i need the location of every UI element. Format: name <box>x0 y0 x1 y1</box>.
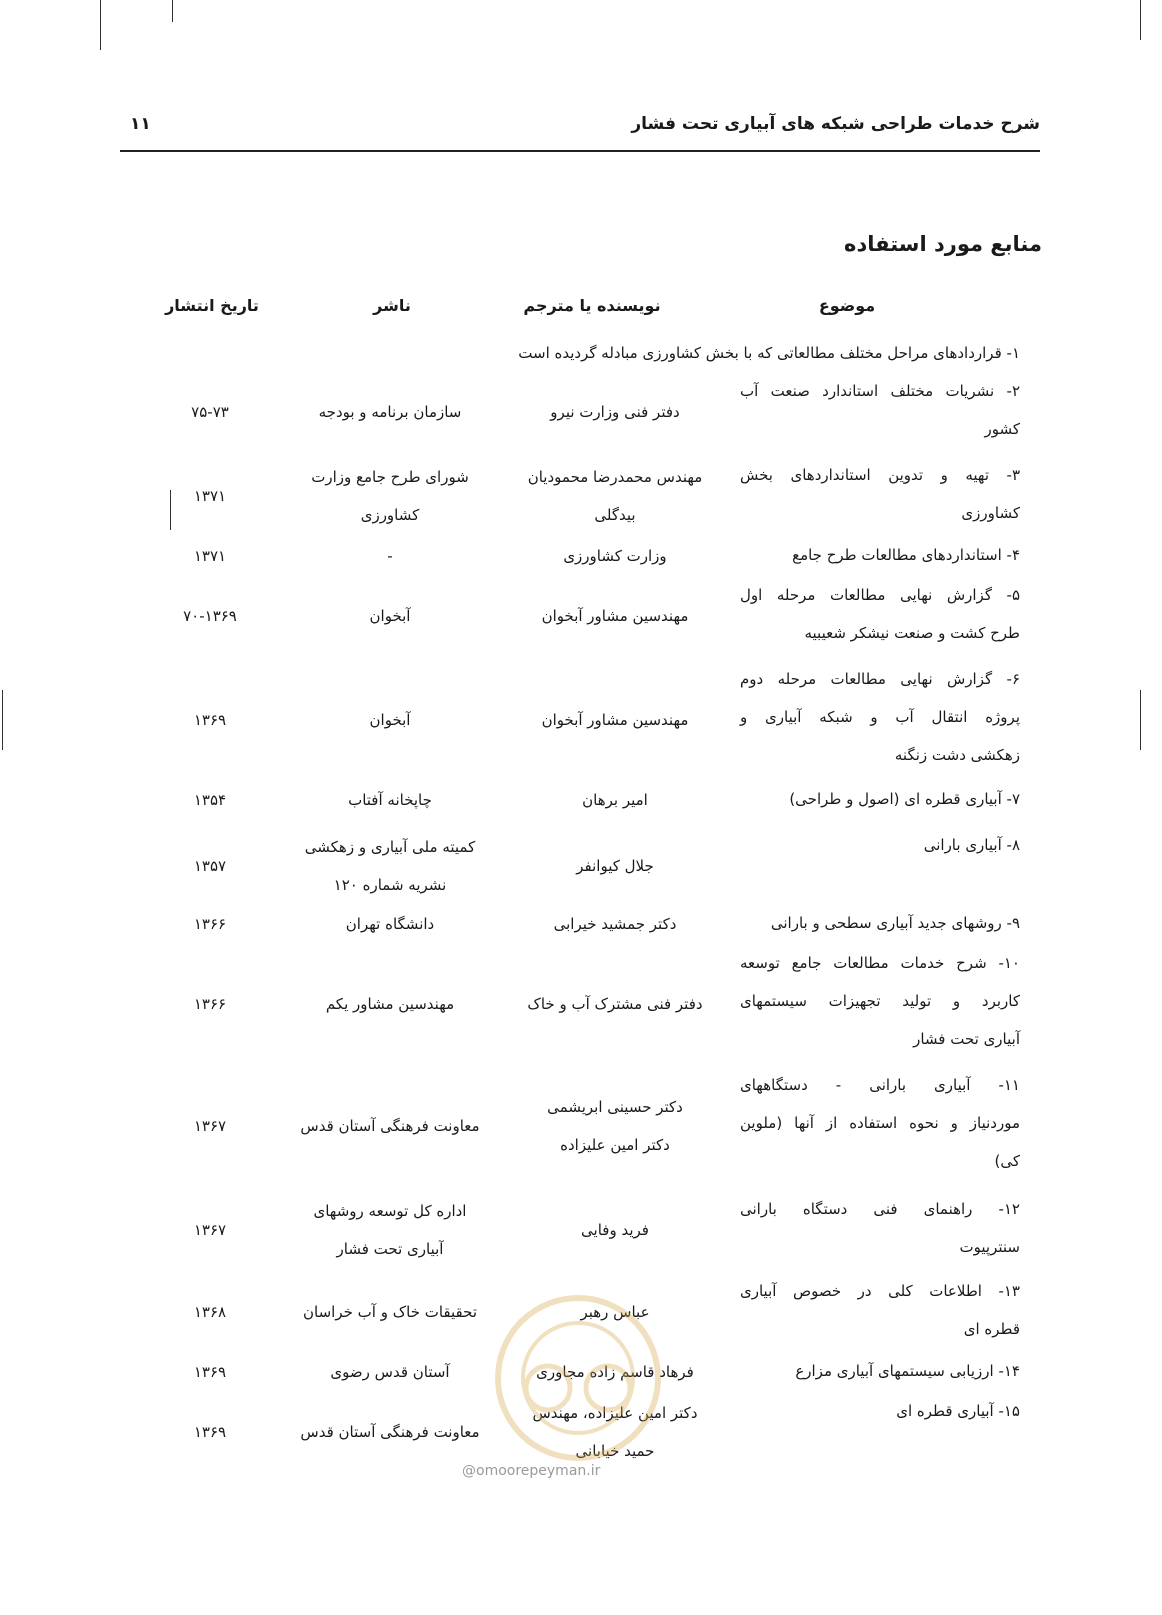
entry-topic-line: ۴- استانداردهای مطالعات طرح جامع <box>792 546 1020 564</box>
entry-publisher-line: اداره کل توسعه روشهای <box>313 1202 467 1220</box>
entry-publisher-line: نشریه شماره ۱۲۰ <box>333 876 447 894</box>
entry-publisher-line: کمیته ملی آبیاری و زهکشی <box>304 838 476 856</box>
entry-publisher <box>280 536 500 576</box>
scan-mark <box>1140 0 1141 40</box>
entry-author-line: فرهاد قاسم زاده مجاوری <box>536 1363 694 1381</box>
entry-topic-line: ۱۳- اطلاعات کلی در خصوص آبیاری <box>740 1282 1020 1300</box>
entry-topic-line: قطره ای <box>963 1320 1020 1338</box>
entry-date: ۱۳۶۹ <box>193 1363 227 1381</box>
reference-entry <box>160 456 1020 536</box>
entry-publisher-line: دانشگاه تهران <box>345 915 435 933</box>
column-header-topic: موضوع <box>818 296 876 315</box>
entry-author-line: دکتر حسینی ابریشمی <box>547 1098 683 1116</box>
entry-topic-line: ۱- قراردادهای مراحل مختلف مطالعاتی که با بخش کشاورزی مبادله گردیده است <box>518 344 1020 362</box>
entry-topic <box>740 536 1020 576</box>
entry-publisher <box>280 904 500 944</box>
entry-topic-line: ۵- گزارش نهایی مطالعات مرحله اول <box>740 586 1020 604</box>
entry-date: ۱۳۶۷ <box>193 1221 227 1239</box>
entry-publisher-line: آبخوان <box>369 711 411 729</box>
entry-date: ۱۳۶۹ <box>193 711 227 729</box>
entry-topic <box>740 1392 1020 1472</box>
entry-date: ۱۳۵۷ <box>193 857 227 875</box>
watermark-logo <box>468 1278 688 1478</box>
entry-publisher-line: معاونت فرهنگی آستان قدس <box>300 1423 480 1441</box>
entry-author <box>510 660 720 780</box>
entry-author <box>510 944 720 1064</box>
entry-author <box>510 1190 720 1270</box>
entry-publisher <box>280 944 500 1064</box>
entry-date: ۷۰-۱۳۶۹ <box>183 607 237 625</box>
entry-topic <box>740 826 1020 906</box>
entry-publisher-line: کشاورزی <box>360 506 420 524</box>
entry-author-line: دفتر فنی مشترک آب و خاک <box>527 995 703 1013</box>
entry-topic <box>740 660 1020 780</box>
entry-date: ۱۳۶۷ <box>193 1117 227 1135</box>
entry-topic-line: ۷- آبیاری قطره ای (اصول و طراحی) <box>789 790 1020 808</box>
entry-publisher-line: سازمان برنامه و بودجه <box>318 403 462 421</box>
entry-publisher <box>280 456 500 536</box>
entry-author-line: عباس رهبر <box>580 1303 650 1321</box>
entry-author-line: وزارت کشاورزی <box>563 547 667 565</box>
entry-author-line: مهندس محمدرضا محمودیان <box>527 468 703 486</box>
entry-publisher-line: شورای طرح جامع وزارت <box>311 468 469 486</box>
entry-author <box>510 904 720 944</box>
entry-date: ۱۳۶۶ <box>193 995 227 1013</box>
entry-publisher-line: معاونت فرهنگی آستان قدس <box>300 1117 480 1135</box>
entry-date: ۷۵-۷۳ <box>191 403 229 421</box>
entry-author <box>510 826 720 906</box>
watermark-url: @omoorepeyman.ir <box>462 1463 601 1479</box>
entry-author-line: بیدگلی <box>594 506 636 524</box>
entry-topic-line: آبیاری تحت فشار <box>913 1030 1020 1048</box>
entry-publisher-line: تحقیقات خاک و آب خراسان <box>303 1303 477 1321</box>
entry-topic-line: سنترپیوت <box>959 1238 1020 1256</box>
entry-author-line: مهندسین مشاور آبخوان <box>541 607 689 625</box>
entry-author <box>510 1066 720 1186</box>
entry-topic-line: ۲- نشریات مختلف استاندارد صنعت آب <box>740 382 1020 400</box>
reference-entry <box>160 826 1020 906</box>
entry-author-line: مهندسین مشاور آبخوان <box>541 711 689 729</box>
entry-topic <box>740 1066 1020 1186</box>
entry-publisher <box>280 1352 500 1392</box>
entry-topic-line: کشور <box>984 420 1020 438</box>
reference-entry <box>160 536 1020 576</box>
entry-topic-line: ۸- آبیاری بارانی <box>923 836 1020 854</box>
entry-date: ۱۳۶۸ <box>193 1303 227 1321</box>
entry-author <box>510 536 720 576</box>
section-heading: منابع مورد استفاده <box>844 232 1042 256</box>
entry-topic-line: ۱۵- آبیاری قطره ای <box>896 1402 1020 1420</box>
reference-entry <box>160 334 1020 374</box>
entry-topic-line: ۱۴- ارزیابی سیستمهای آبیاری مزارع <box>795 1362 1020 1380</box>
entry-topic-line: ۶- گزارش نهایی مطالعات مرحله دوم <box>740 670 1020 688</box>
reference-entry <box>160 372 1020 452</box>
entry-topic <box>160 334 1020 374</box>
entry-publisher-line: چاپخانه آفتاب <box>348 791 432 809</box>
entry-author <box>510 372 720 452</box>
entry-publisher <box>280 1190 500 1270</box>
entry-topic-line: کاربرد و تولید تجهیزات سیستمهای <box>740 992 1020 1010</box>
entry-topic <box>740 456 1020 536</box>
entry-topic-line: کی) <box>994 1152 1020 1170</box>
entry-author <box>510 780 720 820</box>
entry-topic-line: پروژه انتقال آب و شبکه آبیاری و <box>740 708 1020 726</box>
entry-topic <box>740 1190 1020 1270</box>
reference-entry <box>160 944 1020 1064</box>
entry-topic-line: موردنیاز و نحوه استفاده از آنها (ملوین <box>740 1114 1020 1132</box>
entry-topic <box>740 576 1020 656</box>
scan-mark <box>100 0 101 50</box>
entry-topic <box>740 944 1020 1064</box>
entry-date: ۱۳۷۱ <box>193 487 227 505</box>
entry-publisher-line: - <box>387 547 393 565</box>
entry-publisher <box>280 826 500 906</box>
entry-author <box>510 456 720 536</box>
reference-entry <box>160 660 1020 780</box>
entry-publisher <box>280 1392 500 1472</box>
reference-entry <box>160 576 1020 656</box>
reference-entry <box>160 904 1020 944</box>
scan-mark <box>2 690 3 750</box>
entry-publisher <box>280 780 500 820</box>
column-header-publisher: ناشر <box>373 296 411 315</box>
entry-publisher <box>280 660 500 780</box>
entry-publisher <box>280 372 500 452</box>
reference-entry <box>160 1190 1020 1270</box>
entry-topic-line: ۱۱- آبیاری بارانی - دستگاههای <box>740 1076 1020 1094</box>
entry-topic <box>740 1272 1020 1352</box>
entry-author-line: حمید خیابانی <box>575 1442 655 1460</box>
entry-topic-line: ۱۰- شرح خدمات مطالعات جامع توسعه <box>740 954 1020 972</box>
entry-date: ۱۳۷۱ <box>193 547 227 565</box>
entry-topic <box>740 780 1020 820</box>
entry-topic-line: ۹- روشهای جدید آبیاری سطحی و بارانی <box>770 914 1020 932</box>
entry-topic <box>740 372 1020 452</box>
scan-mark <box>1140 690 1141 750</box>
scan-mark <box>172 0 173 22</box>
running-title: شرح خدمات طراحی شبکه های آبیاری تحت فشار <box>631 114 1040 134</box>
reference-entry <box>160 1066 1020 1186</box>
entry-publisher-line: آبیاری تحت فشار <box>336 1240 444 1258</box>
entry-author-line: جلال کیوانفر <box>576 857 654 875</box>
entry-topic <box>740 904 1020 944</box>
page-number: ۱۱ <box>130 114 151 134</box>
entry-author-line: دفتر فنی وزارت نیرو <box>550 403 680 421</box>
entry-author-line: امیر برهان <box>582 791 648 809</box>
entry-author-line: فرید وفایی <box>581 1221 649 1239</box>
entry-publisher <box>280 1272 500 1352</box>
page-header <box>120 108 1040 152</box>
entry-publisher-line: آبخوان <box>369 607 411 625</box>
entry-publisher-line: مهندسین مشاور یکم <box>325 995 455 1013</box>
entry-author-line: دکتر امین علیزاده، مهندس <box>532 1404 698 1422</box>
entry-topic-line: ۱۲- راهنمای فنی دستگاه بارانی <box>740 1200 1020 1218</box>
entry-date: ۱۳۶۶ <box>193 915 227 933</box>
entry-author <box>510 576 720 656</box>
entry-topic-line: ۳- تهیه و تدوین استانداردهای بخش <box>740 466 1020 484</box>
entry-publisher <box>280 1066 500 1186</box>
entry-topic <box>740 1352 1020 1392</box>
entry-publisher-line: آستان قدس رضوی <box>330 1363 450 1381</box>
entry-author-line: دکتر جمشید خیرابی <box>553 915 677 933</box>
entry-publisher <box>280 576 500 656</box>
column-header-date: تاریخ انتشار <box>165 296 259 315</box>
entry-date: ۱۳۶۹ <box>193 1423 227 1441</box>
entry-author-line: دکتر امین علیزاده <box>560 1136 670 1154</box>
entry-topic-line: کشاورزی <box>961 504 1020 522</box>
entry-topic-line: زهکشی دشت زنگنه <box>894 746 1020 764</box>
reference-entry <box>160 780 1020 820</box>
column-header-author: نویسنده یا مترجم <box>523 296 661 315</box>
entry-topic-line: طرح کشت و صنعت نیشکر شعیبیه <box>804 624 1020 642</box>
entry-date: ۱۳۵۴ <box>193 791 227 809</box>
